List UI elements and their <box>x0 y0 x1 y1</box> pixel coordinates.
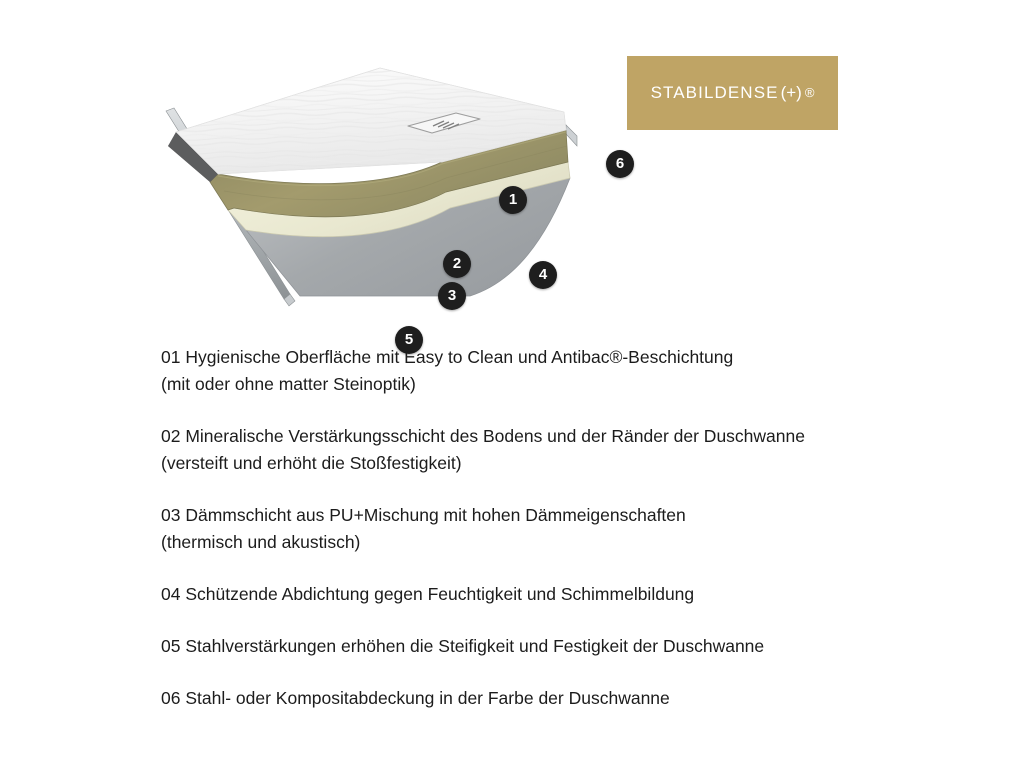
legend-item-03-line2: (thermisch und akustisch) <box>161 532 361 552</box>
marker-badge-6: 6 <box>606 150 634 178</box>
brand-name-text: STABILDENSE <box>650 83 779 102</box>
marker-badge-1: 1 <box>499 186 527 214</box>
legend-item-02-line2: (versteift und erhöht die Stoßfestigkeit) <box>161 453 462 473</box>
legend-item-04 <box>161 581 921 608</box>
legend-item-05-line1: 05 Stahlverstärkungen erhöhen die Steifigkeit und Festigkeit der Duschwanne <box>161 636 765 656</box>
marker-badge-4: 4 <box>529 261 557 289</box>
legend-list <box>161 344 921 712</box>
legend-item-01 <box>161 344 921 398</box>
legend-item-04-line1: 04 Schützende Abdichtung gegen Feuchtigkeit und Schimmelbildung <box>161 584 695 604</box>
legend-item-06-line1: 06 Stahl- oder Kompositabdeckung in der Farbe der Duschwanne <box>161 688 670 708</box>
legend-item-03 <box>161 502 921 556</box>
registered-trademark-icon: ® <box>804 85 815 100</box>
marker-badge-3: 3 <box>438 282 466 310</box>
marker-badge-5: 5 <box>395 326 423 354</box>
brand-badge <box>627 56 838 130</box>
legend-item-01-line2: (mit oder ohne matter Steinoptik) <box>161 374 416 394</box>
legend-item-02 <box>161 423 921 477</box>
legend-item-02-line1: 02 Mineralische Verstärkungsschicht des Bodens und der Ränder der Duschwanne <box>161 426 805 446</box>
legend-item-01-line1: 01 Hygienische Oberfläche mit Easy to Clean und Antibac®-Beschichtung <box>161 347 734 367</box>
marker-badge-2: 2 <box>443 250 471 278</box>
legend-item-03-line1: 03 Dämmschicht aus PU+Mischung mit hohen Dämmeigenschaften <box>161 505 686 525</box>
legend-item-06 <box>161 685 921 712</box>
brand-name <box>651 83 815 103</box>
legend-item-05 <box>161 633 921 660</box>
brand-plus-symbol: (+) <box>780 83 802 102</box>
product-illustration <box>150 58 625 348</box>
